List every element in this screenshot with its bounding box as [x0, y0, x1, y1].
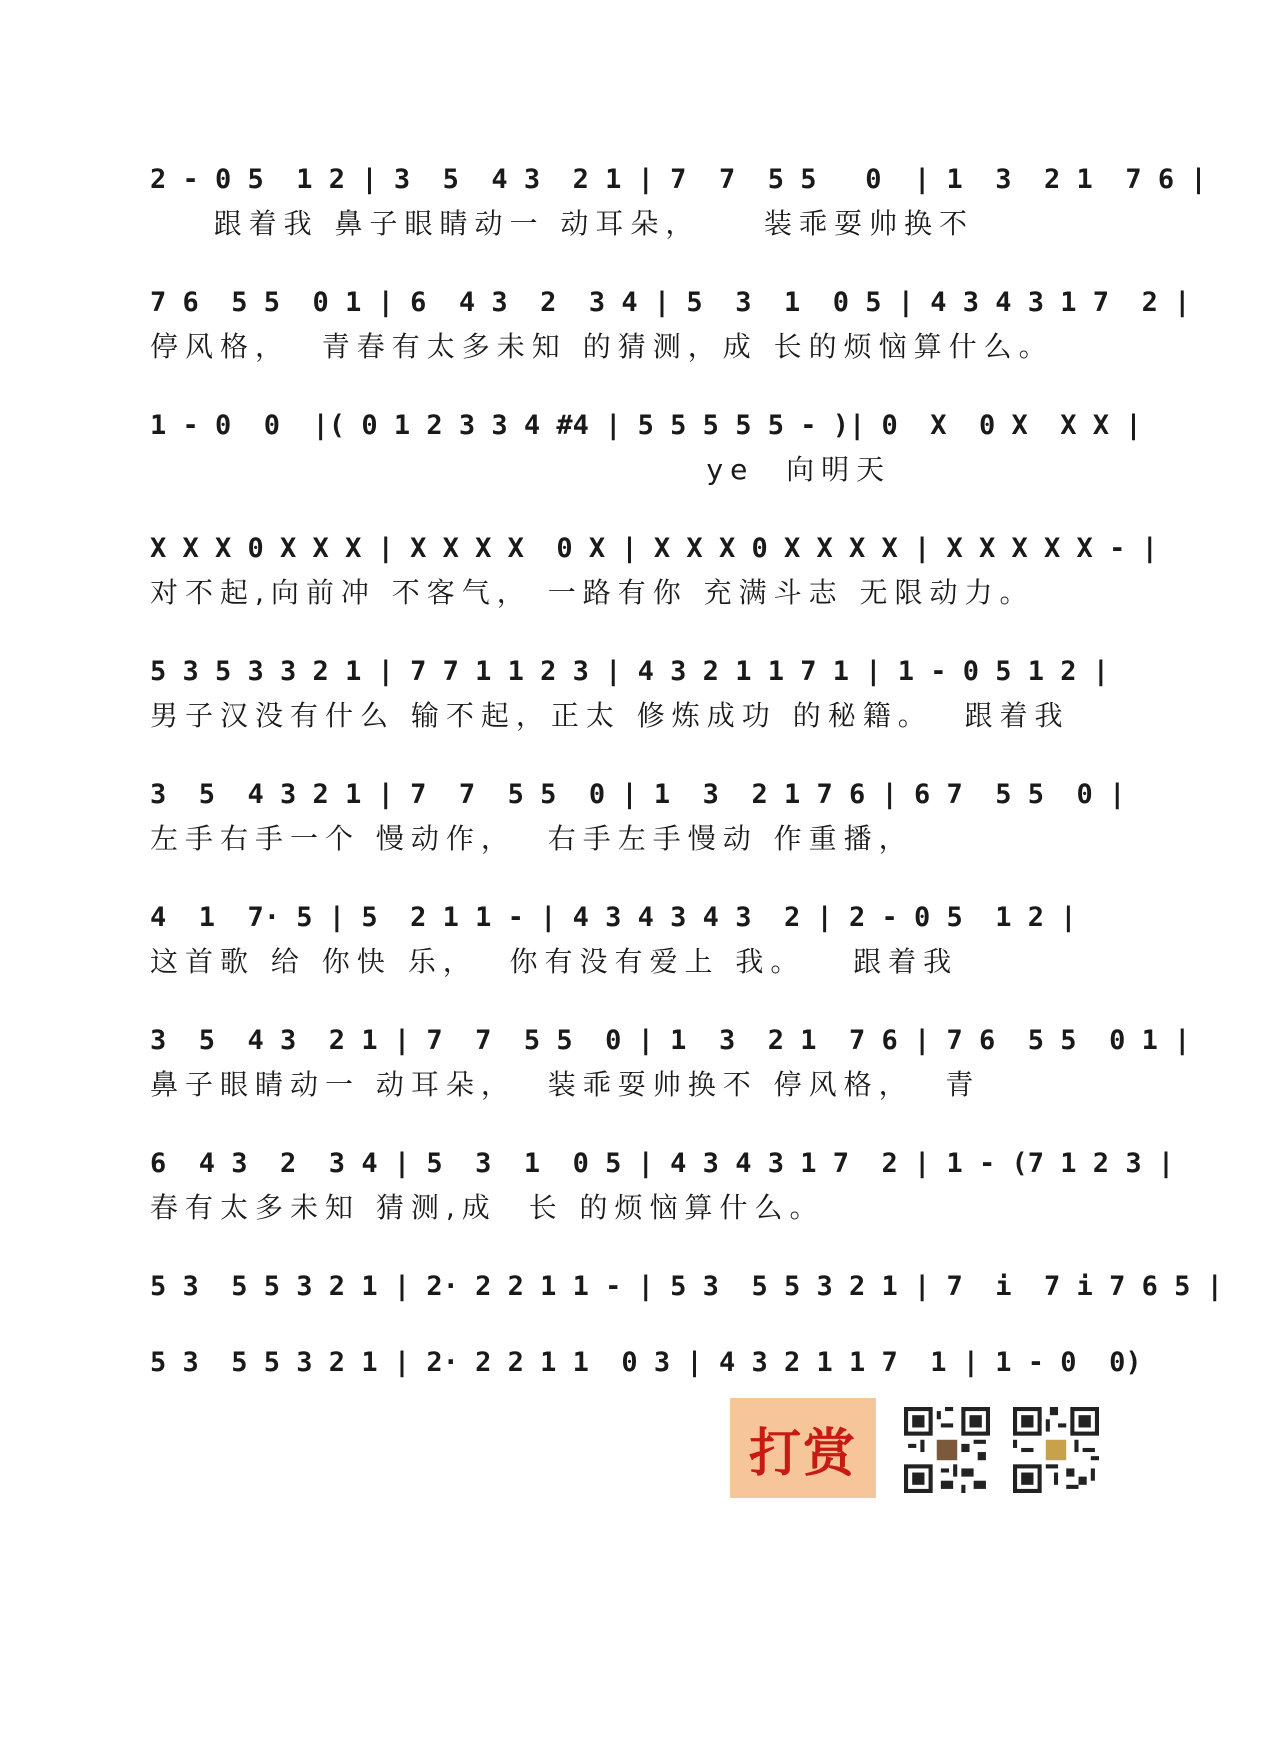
lyric-line: 男子汉没有什么 输不起，正太 修炼成功 的秘籍。 跟着我 [150, 699, 1070, 732]
score-system-5 [150, 657, 1130, 735]
notation-line: 6 4 3 2 3 4 | 5 3 1 0 5 | 4 3 4 3 1 7 2 | 1 - (7 1 2 3 | [150, 1148, 1175, 1179]
notation-line: 3 5 4 3 2 1 | 7 7 5 5 0 | 1 3 2 1 7 6 | 6 7 5 5 0 | [150, 779, 1126, 810]
lyric-line: 这首歌 给 你快 乐， 你有没有爱上 我。 跟着我 [150, 945, 959, 978]
score-system-2 [150, 287, 1191, 366]
lyric-line: 春有太多未知 猜测,成 长 的烦恼算什么。 [150, 1191, 825, 1224]
score-system-10 [150, 1271, 1223, 1306]
reward-button[interactable]: 打赏 [730, 1398, 876, 1498]
score-system-8 [150, 1025, 1191, 1104]
score-system-7 [150, 903, 1130, 981]
lyric-line: 停风格， 青春有太多未知 的猜测，成 长的烦恼算什么。 [150, 330, 1054, 363]
qr-code-icon [1013, 1407, 1099, 1493]
lyric-line: ye 向明天 [150, 453, 892, 486]
lyric-line: 左手右手一个 慢动作， 右手左手慢动 作重播， [150, 822, 914, 855]
notation-line: 1 - 0 0 |( 0 1 2 3 3 4 #4 | 5 5 5 5 5 - )| 0 X 0 X X X | [150, 410, 1142, 441]
notation-line: 2 - 0 5 1 2 | 3 5 4 3 2 1 | 7 7 5 5 0 | 1 3 2 1 7 6 | [150, 164, 1207, 195]
notation-line: X X X 0 X X X | X X X X 0 X | X X X 0 X X X X | X X X X X - | [150, 533, 1158, 564]
notation-line: 5 3 5 5 3 2 1 | 2· 2 2 1 1 0 3 | 4 3 2 1 1 7 1 | 1 - 0 0) [150, 1347, 1142, 1378]
score-system-1 [150, 164, 1207, 243]
score-system-11 [150, 1347, 1142, 1382]
notation-line: 7 6 5 5 0 1 | 6 4 3 2 3 4 | 5 3 1 0 5 | 4 3 4 3 1 7 2 | [150, 287, 1191, 318]
score-system-4 [150, 533, 1158, 612]
notation-line: 4 1 7· 5 | 5 2 1 1 - | 4 3 4 3 4 3 2 | 2 - 0 5 1 2 | [150, 902, 1077, 933]
score-system-9 [150, 1148, 1175, 1227]
score-system-6 [150, 780, 1130, 858]
notation-line: 5 3 5 3 3 2 1 | 7 7 1 1 2 3 | 4 3 2 1 1 7 1 | 1 - 0 5 1 2 | [150, 656, 1110, 687]
notation-line: 3 5 4 3 2 1 | 7 7 5 5 0 | 1 3 2 1 7 6 | 7 6 5 5 0 1 | [150, 1025, 1191, 1056]
qr-code-icon [904, 1407, 990, 1493]
lyric-line: 对不起,向前冲 不客气， 一路有你 充满斗志 无限动力。 [150, 576, 1035, 609]
lyric-line: 鼻子眼睛动一 动耳朵， 装乖耍帅换不 停风格， 青 [150, 1068, 981, 1101]
notation-line: 5 3 5 5 3 2 1 | 2· 2 2 1 1 - | 5 3 5 5 3 2 1 | 7 i 7 i 7 6 5 | [150, 1271, 1223, 1302]
score-system-3 [150, 410, 1142, 489]
lyric-line: 跟着我 鼻子眼睛动一 动耳朵， 装乖耍帅换不 [150, 207, 975, 240]
